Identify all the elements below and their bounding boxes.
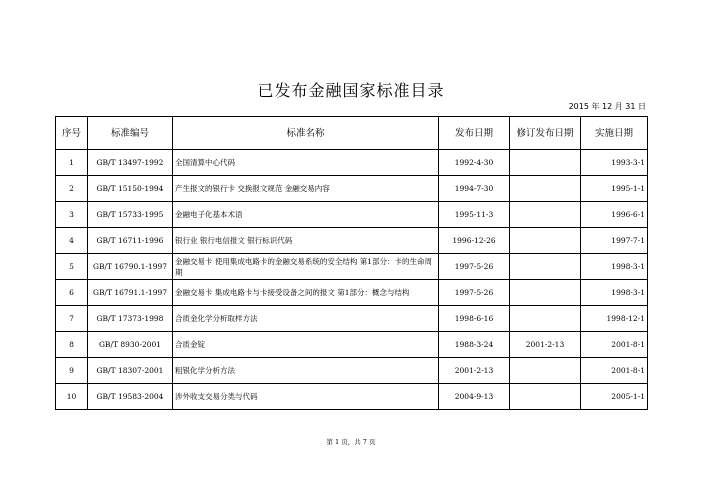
cell-code: GB/T 13497-1992 xyxy=(88,150,173,176)
cell-implemented: 2001-8-1 xyxy=(581,358,648,384)
cell-revised: 2001-2-13 xyxy=(510,332,581,358)
page-footer: 第 1 页，共 7 页 xyxy=(326,438,376,446)
table-row xyxy=(56,306,648,332)
cell-name: 合质金化学分析取样方法 xyxy=(173,306,439,332)
table-row xyxy=(56,176,648,202)
cell-name: 金融交易卡 使用集成电路卡的金融交易系统的安全结构 第1部分：卡的生命周期 xyxy=(173,254,439,280)
cell-name: 合质金锭 xyxy=(173,332,439,358)
cell-published: 1994-7-30 xyxy=(439,176,510,202)
cell-revised xyxy=(510,358,581,384)
table-row xyxy=(56,280,648,306)
cell-implemented: 1996-6-1 xyxy=(581,202,648,228)
table-row xyxy=(56,150,648,176)
cell-code: GB/T 17373-1998 xyxy=(88,306,173,332)
table-row xyxy=(56,202,648,228)
cell-implemented: 1995-1-1 xyxy=(581,176,648,202)
header-implemented: 实施日期 xyxy=(581,117,648,150)
cell-code: GB/T 16790.1-1997 xyxy=(88,254,173,280)
header-seq: 序号 xyxy=(56,117,88,150)
header-name: 标准名称 xyxy=(173,117,439,150)
cell-seq: 4 xyxy=(56,228,88,254)
cell-name: 产生报文的银行卡 交换报文规范 金融交易内容 xyxy=(173,176,439,202)
cell-name: 粗银化学分析方法 xyxy=(173,358,439,384)
cell-seq: 10 xyxy=(56,384,88,410)
header-published: 发布日期 xyxy=(439,117,510,150)
cell-implemented: 1997-7-1 xyxy=(581,228,648,254)
cell-seq: 9 xyxy=(56,358,88,384)
cell-code: GB/T 18307-2001 xyxy=(88,358,173,384)
table-row xyxy=(56,254,648,280)
cell-published: 1997-5-26 xyxy=(439,280,510,306)
cell-revised xyxy=(510,150,581,176)
table-row xyxy=(56,332,648,358)
cell-implemented: 2001-8-1 xyxy=(581,332,648,358)
document-date: 2015 年 12 月 31 日 xyxy=(568,102,646,111)
cell-seq: 8 xyxy=(56,332,88,358)
cell-name: 金融交易卡 集成电路卡与卡接受设备之间的报文 第1部分：概念与结构 xyxy=(173,280,439,306)
cell-seq: 7 xyxy=(56,306,88,332)
cell-implemented: 2005-1-1 xyxy=(581,384,648,410)
cell-code: GB/T 16791.1-1997 xyxy=(88,280,173,306)
cell-revised xyxy=(510,306,581,332)
cell-published: 1998-6-16 xyxy=(439,306,510,332)
cell-revised xyxy=(510,228,581,254)
cell-seq: 2 xyxy=(56,176,88,202)
cell-code: GB/T 15733-1995 xyxy=(88,202,173,228)
document-title: 已发布金融国家标准目录 xyxy=(257,81,445,100)
cell-name: 全国清算中心代码 xyxy=(173,150,439,176)
header-revised: 修订发布日期 xyxy=(510,117,581,150)
cell-implemented: 1993-3-1 xyxy=(581,150,648,176)
table-header-row xyxy=(56,117,648,150)
cell-seq: 1 xyxy=(56,150,88,176)
cell-code: GB/T 16711-1996 xyxy=(88,228,173,254)
cell-published: 1992-4-30 xyxy=(439,150,510,176)
header-code: 标准编号 xyxy=(88,117,173,150)
cell-published: 1988-3-24 xyxy=(439,332,510,358)
cell-code: GB/T 8930-2001 xyxy=(88,332,173,358)
cell-implemented: 1998-3-1 xyxy=(581,280,648,306)
cell-revised xyxy=(510,254,581,280)
cell-implemented: 1998-3-1 xyxy=(581,254,648,280)
cell-published: 1997-5-26 xyxy=(439,254,510,280)
cell-code: GB/T 19583-2004 xyxy=(88,384,173,410)
table-row xyxy=(56,358,648,384)
cell-revised xyxy=(510,384,581,410)
cell-published: 2001-2-13 xyxy=(439,358,510,384)
table-row xyxy=(56,384,648,410)
cell-name: 银行业 银行电信报文 银行标识代码 xyxy=(173,228,439,254)
table-row xyxy=(56,228,648,254)
cell-implemented: 1998-12-1 xyxy=(581,306,648,332)
standards-table xyxy=(55,116,648,410)
cell-seq: 3 xyxy=(56,202,88,228)
cell-revised xyxy=(510,176,581,202)
cell-seq: 5 xyxy=(56,254,88,280)
cell-name: 涉外收支交易分类与代码 xyxy=(173,384,439,410)
cell-name: 金融电子化基本术语 xyxy=(173,202,439,228)
cell-published: 2004-9-13 xyxy=(439,384,510,410)
cell-revised xyxy=(510,280,581,306)
cell-published: 1995-11-3 xyxy=(439,202,510,228)
cell-revised xyxy=(510,202,581,228)
cell-published: 1996-12-26 xyxy=(439,228,510,254)
cell-seq: 6 xyxy=(56,280,88,306)
cell-code: GB/T 15150-1994 xyxy=(88,176,173,202)
